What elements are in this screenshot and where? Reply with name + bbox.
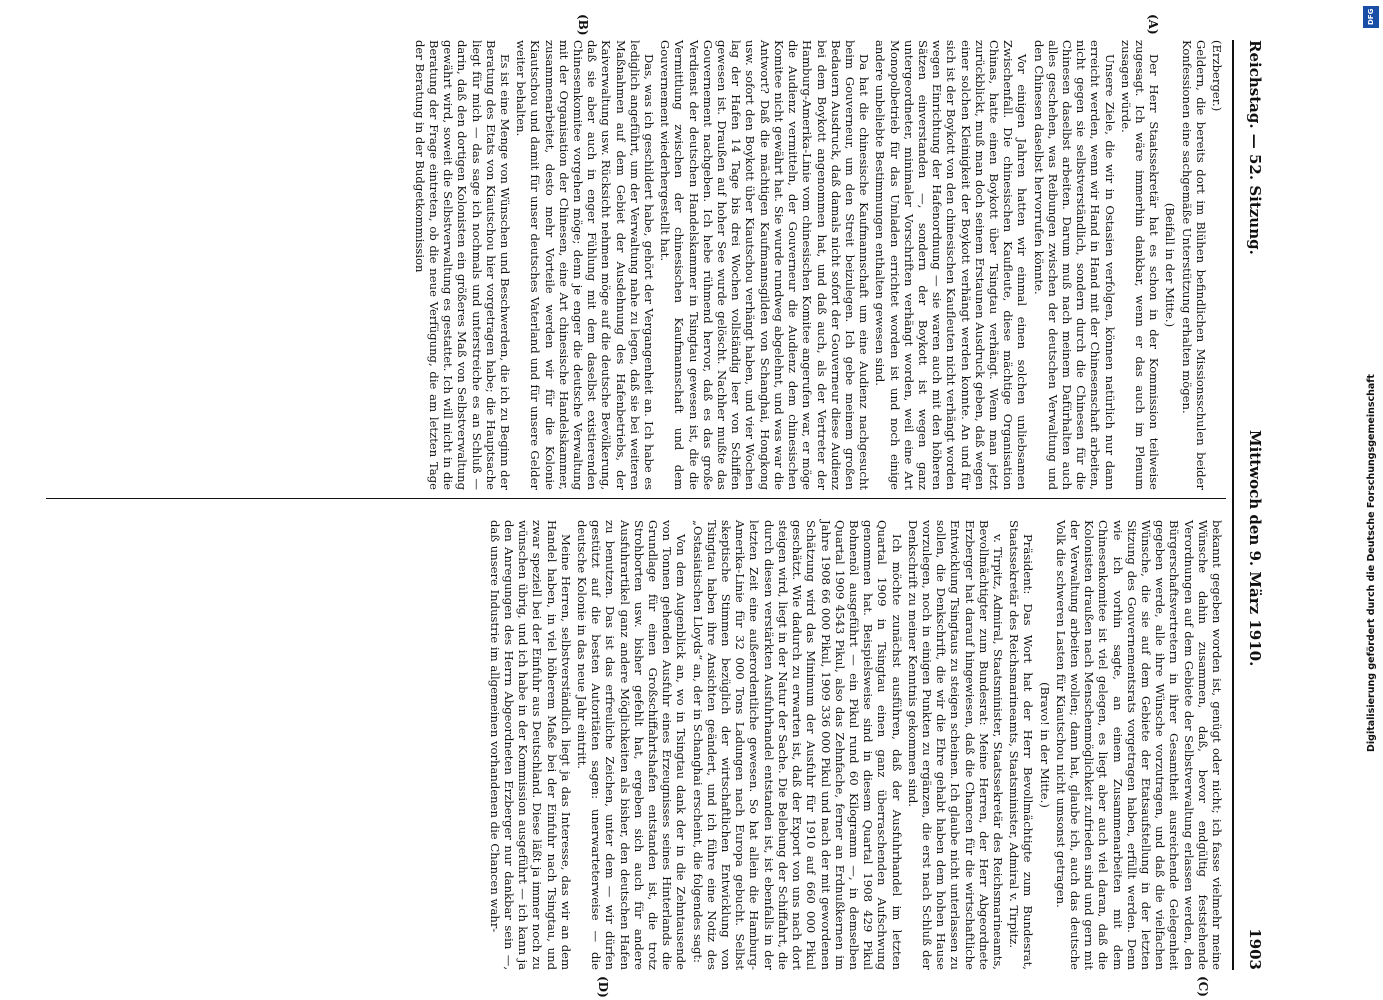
margin-marker-b: (B) xyxy=(576,14,590,36)
paragraph: Es ist eine Menge von Wünschen und Beschwerden, die ich zu Beginn der Beratung des Etats von Kiautschou hier vorgetragen habe; die Hauptsache liegt für mich — das sage ich nochmals und unterstreiche es an Schluß — darin, daß den dortigen Kolonisten ein größeres Maß von Selbstverwaltung gewährt wird, soweit die Selbstverwaltung es gestattet. Ich will nicht in die Beratung der Frage eintreten, ob die neue Verfügung, die am letzten Tage der Beratung in der Budgetkommission xyxy=(412,40,513,490)
paragraph: Meine Herren, selbstverständlich liegt ja das Interesse, das wir an dem Handel haben, in viel höherem Maße bei der Einfuhr nach Tsingtau, und zwar speziell bei der Einfuhr aus Deutschland. Diese läßt ja immer noch zu wünschen übrig, und ich habe in der Kommission ausgeführt — ich kann ja den Anregungen des Herrn Abgeordneten Erzberger nur dankbar sein —, daß unsere Industrie im allgemeinen vorhandenen die Chancen wahr- xyxy=(487,520,573,970)
paragraph: (Bravo! in der Mitte.) xyxy=(1037,682,1052,808)
paragraph: Ich möchte zunächst ausführen, daß der Ausfuhrhandel im letzten Quartal 1909 in Tsingtau einen ganz überraschenden Aufschwung genommen hat. Beispielsweise sind in diesem Quartal 1908 429 Pikul Bohnenöl ausgeführt — ein Pikul rund 60 Kilogramm —, in demselben Quartal 1909 4543 Pikul, also das Zehnfache, ferner an Erdnußkernen im Jahre 1908 66 000 Pikul, 1909 336 000 Pikul und nach der mit gewordenen Schätzung wird das Minimum der Ausfuhr für 1910 auf 660 000 Pikul geschätzt. Wie dadurch zu erwarten ist, daß der Export von uns nach dort steigen wird, liegt in der Natur der Sache. Die Belebung der Schiffahrt, die durch diesen verstärkten Ausfuhrhandel entstanden ist, ist ebenfalls in der letzten Zeit eine außerordentliche gewesen. So hat allein die Hamburg-Amerika-Linie für 32 000 Tons Ladungen nach Europa gebucht. Selbst skeptische Stimmen bezüglich der wirtschaftlichen Entwicklung von Tsingtau haben ihre Ansichten geändert, und ich führe eine Notiz des „Ostasiatischen Lloyds“ an, der in Schanghai erscheint, die folgendes sagt: xyxy=(690,520,904,970)
dfg-logo-icon: DFG xyxy=(1363,6,1379,28)
paragraph: (Erzberger.) xyxy=(1210,40,1224,112)
paragraph: Von dem Augenblick an, wo in Tsingtau dank der in die Zehntausende von Tonnen gehenden Ausfuhr eines Erzeugnisses seines Hinterlands die Grundlage für einen Großschiffahrtshafen entstanden ist, die trotz Strohborten usw. bisher gefehlt hat, ergeben sich auch für andere Ausfuhrartikel ganz andere Möglichkeiten als bisher, den deutschen Hafen zu benutzen. Das ist das erfreuliche Zeichen, unter dem — wir dürfen gestützt auf die besten Autoritäten sagen: unerwarteterweise — die deutsche Kolonie in das neue Jahr eintritt. xyxy=(575,520,689,970)
paragraph: Vor einigen Jahren hatten wir einmal einen solchen unliebsamen Zwischenfall. Die chinesischen Kaufleute, diese mächtige Organisation Chinas, hatte einen Boykott über Tsingtau verhängt. Wenn man jetzt zurückblickt, muß man doch seinem Erstaunen Ausdruck geben, daß wegen einer solchen Kleinigkeit der Boykott verhängt werden konnte. An und für sich ist der Boykott von den chinesischen Kaufleuten nicht verhängt worden wegen Einrichtung der Hafenordnung — sie waren auch mit den höheren Sätzen einverstanden —, sondern der Boykott ist wegen ganz untergeordneter, minimaler Vorschriften verhängt worden, weil eine Art Monopolbetrieb für das Umladen errichtet worden ist und noch einige andere unbeliebte Bestimmungen enthalten gewesen sind. xyxy=(873,40,1030,490)
column-divider xyxy=(46,498,1226,499)
paragraph: bekannt gegeben worden ist, genügt oder nicht; ich fasse vielmehr meine Wünsche dahin zusammen, daß, bevor endgültig feststehende Verordnungen auf dem Gebiete der Selbstverwaltung erlassen werden, den Bürgerschaftsvertretern in ihrer Gesamtheit ausreichende Gelegenheit gegeben werde, alle ihre Wünsche vorzutragen, und daß die vielfachen Wünsche, die sie auf dem Gebiete der Etatsaufstellung in der letzten Sitzung des Gouvernementsrats vorgetragen haben, erfüllt werden. Denn wie ich vorhin sagte, an einem Zusammenarbeiten mit dem Chinesenkomitee ist viel gelegen, es liegt aber auch viel daran, daß die Kolonisten draußen nach Menschenmöglichkeit zufrieden sind und gern mit der Verwaltung arbeiten wollen; dann hat, glaube ich, auch das deutsche Volk die schweren Lasten für Kiautschou nicht umsonst getragen. xyxy=(1053,520,1224,970)
paragraph: Präsident: Das Wort hat der Herr Bevollmächtigte zum Bundesrat, Staatssekretär des Reichsmarineamts, Staatsminister, Admiral v. Tirpitz. xyxy=(1007,520,1036,970)
margin-marker-c: (C) xyxy=(1196,976,1210,997)
paragraph: v. Tirpitz, Admiral, Staatsminister, Staatssekretär des Reichsmarineamts, Bevollmächtigter zum Bundesrat: Meine Herren, der Herr Abgeordnete Erzberger hat darauf hingewiesen, daß die Chancen für die wirtschaftliche Entwicklung Tsingtaus zu steigen scheinen. Ich glaube nicht unterlassen zu sollen, die Denkschrift, die wir die Ehre gehabt haben dem hohen Hause vorzulegen, noch in einigen Punkten zu ergänzen, die erst nach Schluß der Denkschrift zu meiner Kenntnis gekommen sind. xyxy=(905,520,1005,970)
header-rule xyxy=(1232,40,1234,970)
page-header xyxy=(1240,40,1264,970)
paragraph: Der Herr Staatssekretär hat es schon in der Kommission teilweise zugesagt. Ich wäre immerhin dankbar, wenn er das auch im Plenum zusagen würde. xyxy=(1118,40,1162,490)
right-column xyxy=(486,520,1224,970)
margin-marker-d: (D) xyxy=(596,976,610,998)
paragraph: Das, was ich geschildert habe, gehört der Vergangenheit an. Ich habe es lediglich angeführt, um der Verwaltung nahe zu legen, daß sie bei weiteren Maßnahmen auf dem Gebiet der Ausdehnung des Hafenbetriebs, der Kaiverwaltung usw. Rücksicht nehmen möge auf die deutsche Bevölkerung, daß sie aber auch in enger Fühlung mit dem daselbst existierenden Chinesenkomitee vorgehen möge; denn je enger die deutsche Verwaltung mit der Organisation der Chinesen, eine Art chinesische Handelskammer, zusammenarbeitet, desto mehr Vorteile werden wir für die Kolonie Kiautschou und damit für unser deutsches Vaterland und für unsere Gelder weiter behalten. xyxy=(514,40,657,490)
paragraph: Unsere Ziele, die wir in Ostasien verfolgen, können natürlich nur dann erreicht werden, wenn wir Hand in Hand mit der Chinesenschaft arbeiten, nicht gegen sie selbstverständlich, sondern durch die Chinesen für die Chinesen daselbst arbeiten. Darum muß nach meinem Dafürhalten auch alles geschehen, was Reibungen zwischen der deutschen Verwaltung und den Chinesen daselbst hervorrufen könnte. xyxy=(1031,40,1117,490)
page-number: 1903 xyxy=(1246,928,1264,970)
header-left: Reichstag. — 52. Sitzung. xyxy=(1246,40,1264,255)
paragraph: Da hat die chinesische Kaufmannschaft um eine Audienz nachgesucht beim Gouverneur, um den Streit beizulegen. Ich gebe meinem großen Bedauern Ausdruck, daß damals nicht sofort der Gouverneur diese Audienz bei dem Boykott angenommen hat, und daß auch, als der Vertreter der Hamburg-Amerika-Linie vom chinesischen Komitee angerufen war, er möge die Audienz vermitteln, der Gouverneur die Audienz dem chinesischen Komitee nicht gewährt hat. Sie wurde rundweg abgelehnt, und was war die Antwort? Daß die mächtigen Kaufmannsgilden von Schanghai, Hongkong usw. sofort den Boykott über Kiautschou verhängt haben, und vier Wochen lag der Hafen 14 Tage bis drei Wochen vollständig leer von Schiffen gewesen ist. Draußen auf hoher See wurde gelöscht. Nachher mußte das Gouvernement nachgeben. Ich hebe rühmend hervor, daß es das große Verdienst der deutschen Handelskammer in Tsingtau gewesen ist, die die Vermittlung zwischen der chinesischen Kaufmannschaft und dem Gouvernement wiederhergestellt hat. xyxy=(658,40,872,490)
left-column xyxy=(411,40,1224,490)
paragraph: (Beifall in der Mitte.) xyxy=(1163,202,1178,328)
margin-marker-a: (A) xyxy=(1146,14,1160,35)
digitization-credit: Digitalisierung gefördert durch die Deutsche Forschungsgemeinschaft xyxy=(1366,374,1377,752)
header-date: Mittwoch den 9. März 1910. xyxy=(1246,430,1264,667)
paragraph: Geldern, die bereits dort im Blühen befindlichen Missionsschulen beider Konfessionen eine sachgemäße Unterstützung erhalten mögen. xyxy=(1179,40,1208,490)
